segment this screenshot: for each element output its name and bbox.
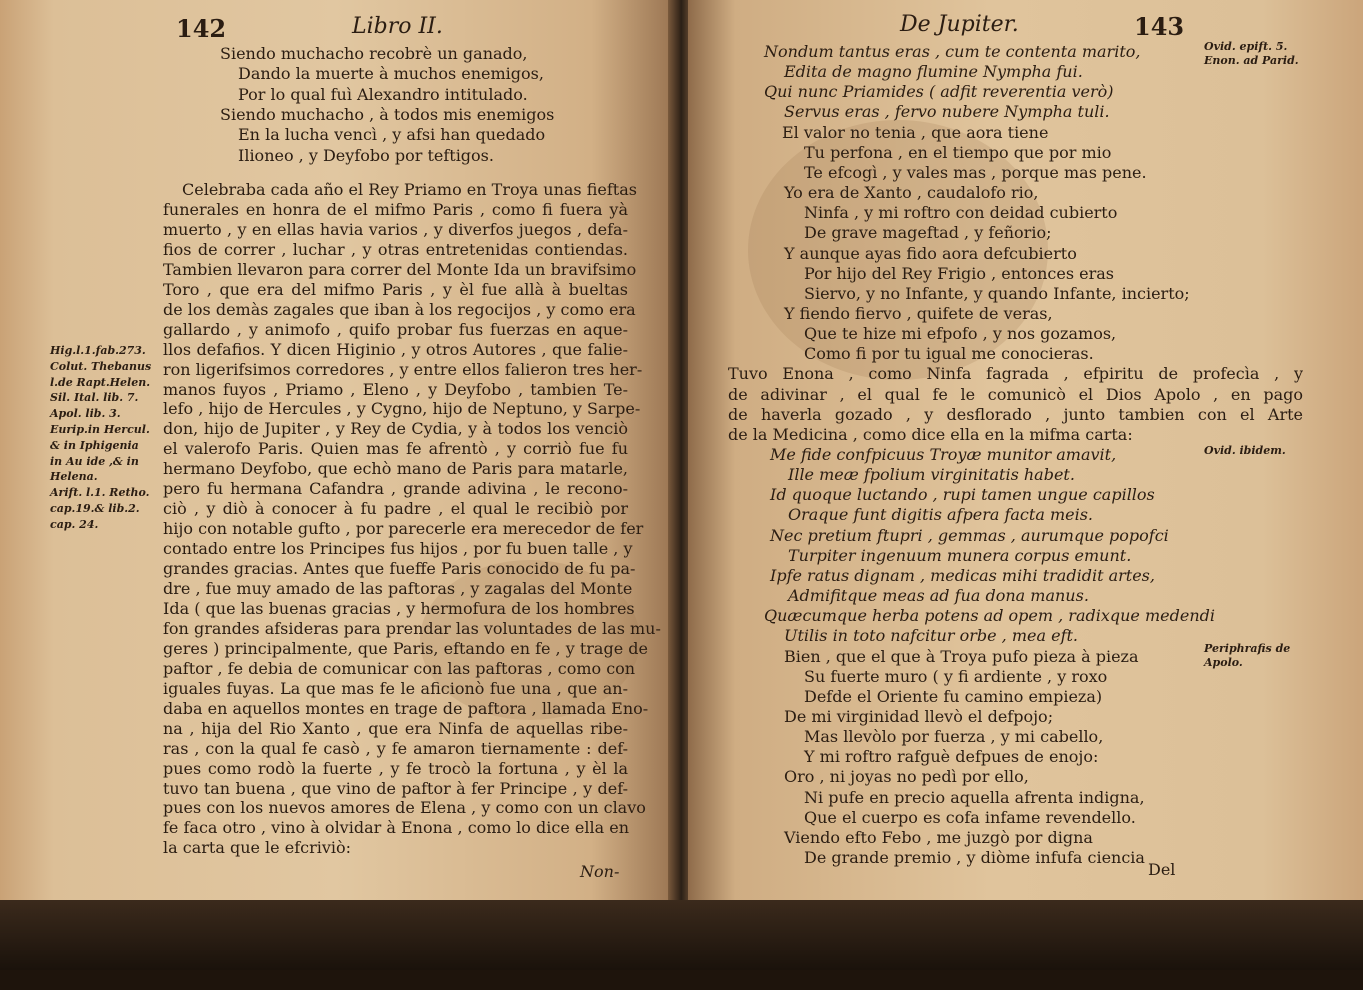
- prose-line: pero fu hermana Cafandra , grande adivina , le recono-: [163, 479, 628, 499]
- text-line: Y fiendo fiervo , quifete de veras,: [784, 303, 1053, 323]
- catchword: Del: [1148, 860, 1176, 879]
- text-line: Utilis in toto nafcitur orbe , mea eft.: [784, 626, 1079, 646]
- text-line: Que te hize mi efpofo , y nos gozamos,: [804, 324, 1117, 344]
- text-line: de haverla gozado , y desflorado , junto tambien con el Arte: [728, 404, 1303, 424]
- running-head: De Jupiter.: [900, 12, 1019, 37]
- verse-line: Por lo qual fuì Alexandro intitulado.: [238, 84, 528, 104]
- text-line: Quæcumque herba potens ad opem , radixque medendi: [764, 606, 1215, 626]
- margin-note: Sil. Ital. lib. 7.: [50, 391, 139, 405]
- text-line: De mi virginidad llevò el defpojo;: [784, 706, 1054, 726]
- margin-note: Helena.: [50, 470, 98, 484]
- text-line: Que el cuerpo es cofa infame revendello.: [804, 807, 1136, 827]
- margin-note: in Au ide ,& in: [50, 454, 139, 468]
- text-line: Me fide confpicuus Troyæ munitor amavit,: [770, 445, 1117, 464]
- text-line: Turpiter ingenuum munera corpus emunt.: [788, 545, 1132, 565]
- prose-line: na , hija del Rio Xanto , que era Ninfa de aquellas ribe-: [163, 718, 628, 738]
- prose-line: manos fuyos , Priamo , Eleno , y Deyfobo , tambien Te-: [163, 379, 628, 399]
- prose-line: iguales fuyas. La que mas fe le aficionò fue una , que an-: [163, 678, 628, 698]
- text-line: Nondum tantus eras , cum te contenta marito,: [764, 42, 1141, 61]
- prose-line: fios de correr , luchar , y otras entretenidas contiendas.: [163, 239, 628, 259]
- text-line: Ille meæ fpolium virginitatis habet.: [788, 465, 1075, 485]
- verse-line: Siendo muchacho , à todos mis enemigos: [220, 104, 555, 124]
- prose-line: ras , con la qual fe casò , y fe amaron tiernamente : def-: [163, 738, 628, 758]
- prose-line: hermano Deyfobo, que echò mano de Paris para matarle,: [163, 459, 628, 479]
- margin-note: Periphrafis de: [1204, 642, 1291, 655]
- prose-line: la carta que le efcriviò:: [163, 838, 352, 858]
- left-page: [0, 0, 672, 930]
- prose-line: pues con los nuevos amores de Elena , y como con un clavo: [163, 798, 646, 818]
- prose-line: daba en aquellos montes en trage de paftora , llamada Eno-: [163, 698, 649, 718]
- text-line: De grave mageftad , y feñorio;: [804, 223, 1052, 243]
- text-line: De grande premio , y diòme infufa ciencia: [804, 848, 1145, 867]
- prose-line: Ida ( que las buenas gracias , y hermofura de los hombres: [163, 598, 635, 618]
- prose-line: el valerofo Paris. Quien mas fe afrentò , y corriò fue fu: [163, 439, 628, 459]
- prose-line: Celebraba cada año el Rey Priamo en Troya unas fieftas: [182, 180, 637, 199]
- text-line: Admifitque meas ad fua dona manus.: [788, 586, 1089, 606]
- prose-line: pues como rodò la fuerte , y fe trocò la fortuna , y èl la: [163, 758, 628, 778]
- text-line: de la Medicina , como dice ella en la mifma carta:: [728, 424, 1133, 444]
- text-line: de adivinar , el qual fe le comunicò el Dios Apolo , en pago: [728, 384, 1303, 404]
- prose-line: geres ) principalmente, que Paris, eftando en fe , y trage de: [163, 638, 648, 658]
- running-head: Libro II.: [352, 14, 443, 39]
- book-edge: [0, 900, 1363, 990]
- prose-line: ron ligerifsimos corredores , y entre ellos falieron tres her-: [163, 359, 643, 379]
- page-number: 142: [176, 14, 227, 43]
- margin-note: Apol. lib. 3.: [50, 407, 121, 421]
- text-line: El valor no tenia , que aora tiene: [782, 122, 1049, 142]
- prose-line: Tambien llevaron para correr del Monte Ida un bravifsimo: [163, 259, 637, 279]
- verse-line: En la lucha vencì , y afsi han quedado: [238, 125, 546, 145]
- verse-line: Dando la muerte à muchos enemigos,: [238, 64, 544, 84]
- text-line: Siervo, y no Infante, y quando Infante, incierto;: [804, 283, 1190, 303]
- prose-line: Toro , que era del mifmo Paris , y èl fue allà à bueltas: [163, 279, 628, 299]
- text-line: Yo era de Xanto , caudalofo rio,: [784, 183, 1039, 203]
- margin-note: cap. 24.: [50, 517, 99, 531]
- verse-line: Ilioneo , y Deyfobo por teftigos.: [238, 145, 494, 165]
- text-line: Servus eras , fervo nubere Nympha tuli.: [784, 102, 1110, 122]
- text-line: Edita de magno flumine Nympha fui.: [784, 62, 1083, 82]
- text-line: Defde el Oriente fu camino empieza): [804, 686, 1103, 706]
- margin-note: cap.19.& lib.2.: [50, 502, 140, 515]
- margin-note: Hig.l.1.fab.273.: [50, 344, 146, 357]
- margin-note: Ovid. epift. 5.: [1204, 40, 1288, 53]
- text-line: Ninfa , y mi roftro con deidad cubierto: [804, 203, 1118, 223]
- margin-note: Colut. Thebanus: [50, 359, 152, 373]
- prose-line: grandes gracias. Antes que fueffe Paris conocido de fu pa-: [163, 559, 636, 579]
- margin-note: & in Iphigenia: [50, 438, 139, 452]
- text-line: Bien , que el que à Troya pufo pieza à pieza: [784, 646, 1139, 666]
- margin-note: Enon. ad Parid.: [1204, 54, 1299, 67]
- text-line: Por hijo del Rey Frigio , entonces eras: [804, 263, 1114, 283]
- prose-line: de los demàs zagales que iban à los regocijos , y como era: [163, 299, 636, 319]
- page-number: 143: [1134, 12, 1185, 41]
- margin-note: Apolo.: [1204, 656, 1243, 669]
- text-line: Te efcogì , y vales mas , porque mas pene.: [804, 162, 1147, 182]
- right-page: [688, 0, 1363, 930]
- prose-line: tuvo tan buena , que vino de paftor à fer Principe , y def-: [163, 778, 628, 798]
- prose-line: muerto , y en ellas havia varios , y diverfos juegos , defa-: [163, 219, 628, 239]
- catchword: Non-: [580, 862, 620, 881]
- text-line: Oro , ni joyas no pedì por ello,: [784, 767, 1029, 787]
- prose-line: contado entre los Principes fus hijos , por fu buen talle , y: [163, 539, 633, 559]
- margin-note: l.de Rapt.Helen.: [50, 375, 151, 389]
- verse-line: Siendo muchacho recobrè un ganado,: [220, 44, 528, 63]
- text-line: Tuvo Enona , como Ninfa fagrada , efpiritu de profecìa , y: [728, 364, 1303, 384]
- text-line: Su fuerte muro ( y fi ardiente , y roxo: [804, 666, 1108, 686]
- prose-line: ciò , y diò à conocer à fu padre , el qual le recibiò por: [163, 499, 628, 519]
- text-line: Id quoque luctando , rupi tamen ungue capillos: [770, 485, 1155, 505]
- prose-line: dre , fue muy amado de las paftoras , y zagalas del Monte: [163, 579, 633, 598]
- text-line: Tu perfona , en el tiempo que por mio: [804, 142, 1112, 162]
- prose-line: hijo con notable gufto , por parecerle era merecedor de fer: [163, 519, 644, 539]
- text-line: Y aunque ayas fido aora defcubierto: [784, 243, 1077, 263]
- text-line: Oraque funt digitis afpera facta meis.: [788, 505, 1093, 525]
- text-line: Ipfe ratus dignam , medicas mihi tradidit artes,: [770, 565, 1155, 585]
- prose-line: funerales en honra de el mifmo Paris , como fi fuera yà: [163, 199, 628, 219]
- margin-note: Arift. l.1. Retho.: [50, 486, 150, 500]
- text-line: Nec pretium ftupri , gemmas , aurumque popofci: [770, 525, 1169, 545]
- margin-note: Eurip.in Hercul.: [50, 423, 150, 436]
- text-line: Viendo efto Febo , me juzgò por digna: [784, 827, 1093, 847]
- text-line: Ni pufe en precio aquella afrenta indigna,: [804, 787, 1145, 807]
- text-line: Qui nunc Priamides ( adfit reverentia verò): [764, 82, 1114, 102]
- margin-note: Ovid. ibidem.: [1204, 444, 1286, 457]
- text-line: Mas llevòlo por fuerza , y mi cabello,: [804, 727, 1104, 747]
- prose-line: paftor , fe debia de comunicar con las paftoras , como con: [163, 658, 636, 678]
- prose-line: fe faca otro , vino à olvidar à Enona , como lo dice ella en: [163, 818, 629, 838]
- prose-line: lefo , hijo de Hercules , y Cygno, hijo de Neptuno, y Sarpe-: [163, 399, 641, 419]
- text-line: Y mi roftro rafguè defpues de enojo:: [804, 747, 1099, 767]
- prose-line: gallardo , y animofo , quifo probar fus fuerzas en aque-: [163, 319, 628, 339]
- prose-line: don, hijo de Jupiter , y Rey de Cydia, y à todos los venciò: [163, 419, 628, 439]
- prose-line: fon grandes afsideras para prendar las voluntades de las mu-: [163, 618, 661, 638]
- text-line: Como fi por tu igual me conocieras.: [804, 344, 1094, 364]
- prose-line: llos defafios. Y dicen Higinio , y otros Autores , que falie-: [163, 339, 628, 359]
